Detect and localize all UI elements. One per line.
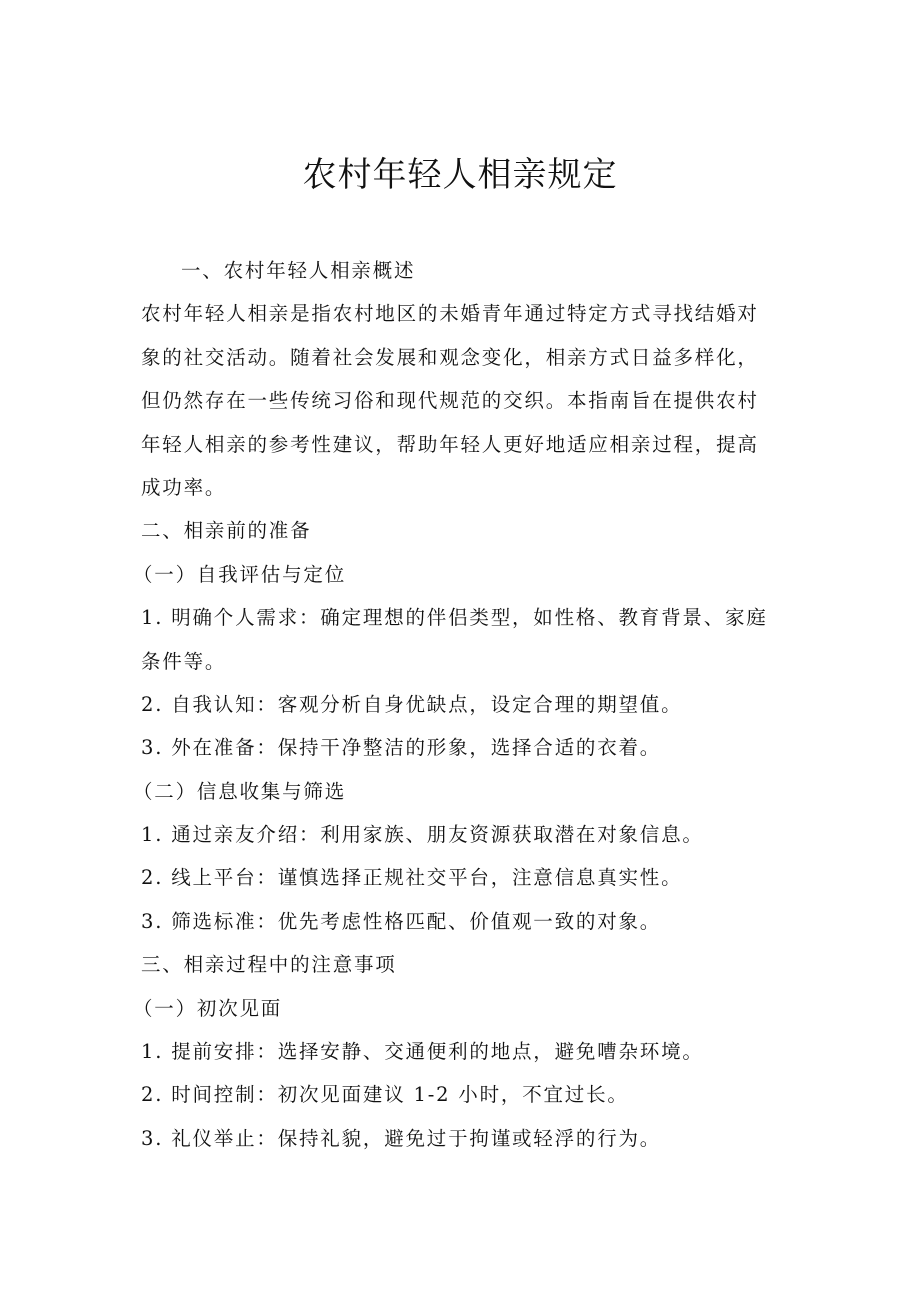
text-line: 2. 时间控制：初次见面建议 1-2 小时，不宜过长。	[141, 1083, 629, 1107]
text-line: 年轻人相亲的参考性建议，帮助年轻人更好地适应相亲过程，提高	[141, 432, 759, 456]
text-line: 1. 通过亲友介绍：利用家族、朋友资源获取潜在对象信息。	[141, 823, 704, 847]
text-line: 3. 礼仪举止：保持礼貌，避免过于拘谨或轻浮的行为。	[141, 1126, 662, 1150]
text-line: （一）自我评估与定位	[133, 562, 347, 586]
text-line: （二）信息收集与筛选	[133, 779, 347, 803]
text-line: 农村年轻人相亲是指农村地区的未婚青年通过特定方式寻找结婚对	[141, 302, 759, 326]
document-title: 农村年轻人相亲规定	[302, 155, 618, 195]
text-line: 一、农村年轻人相亲概述	[181, 259, 416, 282]
text-line: 3. 外在准备：保持干净整洁的形象，选择合适的衣着。	[141, 736, 662, 760]
text-line: 象的社交活动。随着社会发展和观念变化，相亲方式日益多样化，	[141, 345, 759, 369]
text-line: 但仍然存在一些传统习俗和现代规范的交织。本指南旨在提供农村	[141, 389, 759, 413]
text-line: 1. 提前安排：选择安静、交通便利的地点，避免嘈杂环境。	[141, 1040, 704, 1064]
text-line: 三、相亲过程中的注意事项	[141, 953, 397, 977]
text-line: 2. 线上平台：谨慎选择正规社交平台，注意信息真实性。	[141, 866, 683, 890]
text-line: 3. 筛选标准：优先考虑性格匹配、价值观一致的对象。	[141, 909, 662, 933]
text-line: 成功率。	[141, 475, 227, 499]
text-line: 1. 明确个人需求：确定理想的伴侣类型，如性格、教育背景、家庭	[141, 606, 768, 630]
text-line: 条件等。	[141, 649, 227, 673]
text-line: 2. 自我认知：客观分析自身优缺点，设定合理的期望值。	[141, 692, 683, 716]
text-line: 二、相亲前的准备	[141, 519, 312, 543]
text-line: （一）初次见面	[133, 996, 283, 1020]
document-body	[133, 249, 781, 1160]
